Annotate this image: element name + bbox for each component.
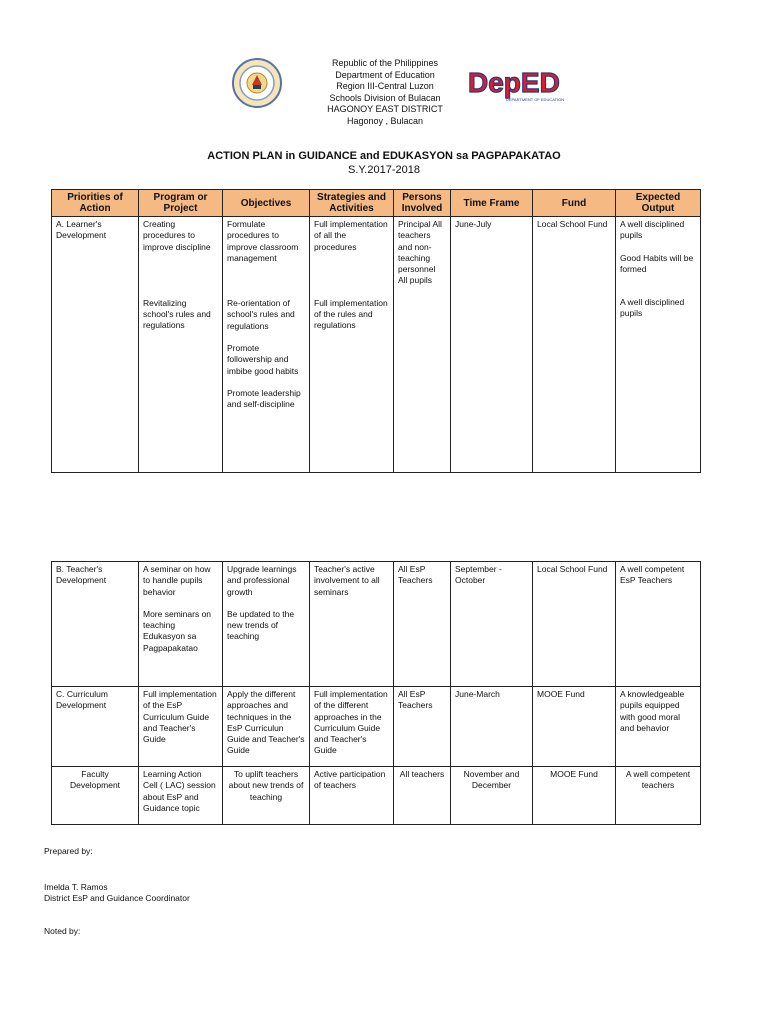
strategies-cell: Teacher's active involvement to all seminars	[310, 562, 394, 687]
output-cell: A knowledgeable pupils equipped with good moral and behavior	[616, 687, 701, 767]
column-header: Strategies and Activities	[310, 190, 394, 217]
persons-cell: All EsP Teachers	[394, 687, 451, 767]
table-row	[52, 562, 701, 687]
school-year: S.Y.2017-2018	[348, 164, 420, 176]
priority-cell: Faculty Development	[52, 767, 139, 825]
column-header: Persons Involved	[394, 190, 451, 217]
column-header: Priorities of Action	[52, 190, 139, 217]
strategies-cell: Active participation of teachers	[310, 767, 394, 825]
objectives-cell: Upgrade learnings and professional growth Be updated to the new trends of teaching	[223, 562, 310, 687]
signatory	[44, 882, 190, 904]
column-header: Fund	[533, 190, 616, 217]
header-line: HAGONOY EAST DISTRICT	[327, 104, 443, 114]
program-cell: A seminar on how to handle pupils behavior More seminars on teaching Edukasyon sa Pagpapakatao	[139, 562, 223, 687]
table-row	[52, 767, 701, 825]
header-line: Hagonoy , Bulacan	[346, 115, 424, 126]
noted-by-label: Noted by:	[44, 926, 81, 936]
strategies-cell: Full implementation of the different approaches in the Curriculum Guide and Teacher's Guide	[310, 687, 394, 767]
persons-cell: All EsP Teachers	[394, 562, 451, 687]
persons-cell: Principal All teachers and non-teaching personnel All pupils	[394, 217, 451, 473]
priority-cell: A. Learner's Development	[52, 217, 139, 473]
program-cell: Learning Action Cell ( LAC) session about EsP and Guidance topic	[139, 767, 223, 825]
header-line: Region III-Central Luzon	[336, 81, 434, 91]
fund-cell: MOOE Fund	[533, 687, 616, 767]
deped-seal-icon	[232, 58, 282, 108]
signatory-name: Imelda T. Ramos	[44, 882, 108, 892]
prepared-by-label: Prepared by:	[44, 846, 93, 856]
output-cell: A well competent EsP Teachers	[616, 562, 701, 687]
priority-cell: C. Curriculum Development	[52, 687, 139, 767]
program-cell: Creating procedures to improve discipline Revitalizing school's rules and regulations	[139, 217, 223, 473]
table-header-row	[52, 190, 701, 217]
strategies-cell: Full implementation of all the procedures Full implementation of the rules and regulations	[310, 217, 394, 473]
objectives-cell: Formulate procedures to improve classroom management Re-orientation of school's rules and regulations Promote followership and imbibe good habits Promote leadership and self-discipline	[223, 217, 310, 473]
timeframe-cell: November and December	[451, 767, 533, 825]
action-plan-table-continued	[51, 561, 701, 825]
deped-logo-icon	[466, 62, 565, 104]
header-line: Department of Education	[335, 69, 435, 80]
column-header: Objectives	[223, 190, 310, 217]
header-line: Schools Division of Bulacan	[329, 92, 441, 103]
output-cell: A well competent teachers	[616, 767, 701, 825]
priority-cell: B. Teacher's Development	[52, 562, 139, 687]
table-row	[52, 217, 701, 473]
column-header: Time Frame	[451, 190, 533, 217]
timeframe-cell: June-July	[451, 217, 533, 473]
objectives-cell: To uplift teachers about new trends of teaching	[223, 767, 310, 825]
letterhead	[0, 58, 768, 128]
timeframe-cell: September - October	[451, 562, 533, 687]
fund-cell: MOOE Fund	[533, 767, 616, 825]
svg-text:DEPARTMENT OF EDUCATION: DEPARTMENT OF EDUCATION	[506, 97, 565, 102]
svg-text:DepED: DepED	[468, 67, 560, 98]
column-header: Program or Project	[139, 190, 223, 217]
action-plan-table	[51, 189, 701, 473]
column-header: Expected Output	[616, 190, 701, 217]
table-row	[52, 687, 701, 767]
fund-cell: Local School Fund	[533, 562, 616, 687]
objectives-cell: Apply the different approaches and techniques in the EsP Curriculun Guide and Teacher's Guide	[223, 687, 310, 767]
timeframe-cell: June-March	[451, 687, 533, 767]
fund-cell: Local School Fund	[533, 217, 616, 473]
persons-cell: All teachers	[394, 767, 451, 825]
output-cell: A well disciplined pupils Good Habits will be formed A well disciplined pupils	[616, 217, 701, 473]
header-address	[300, 58, 470, 127]
signatory-position: District EsP and Guidance Coordinator	[44, 893, 190, 903]
program-cell: Full implementation of the EsP Curriculum Guide and Teacher's Guide	[139, 687, 223, 767]
header-line: Republic of the Philippines	[331, 58, 439, 68]
page-title: ACTION PLAN in GUIDANCE and EDUKASYON sa PAGPAPAKATAO	[207, 150, 561, 162]
